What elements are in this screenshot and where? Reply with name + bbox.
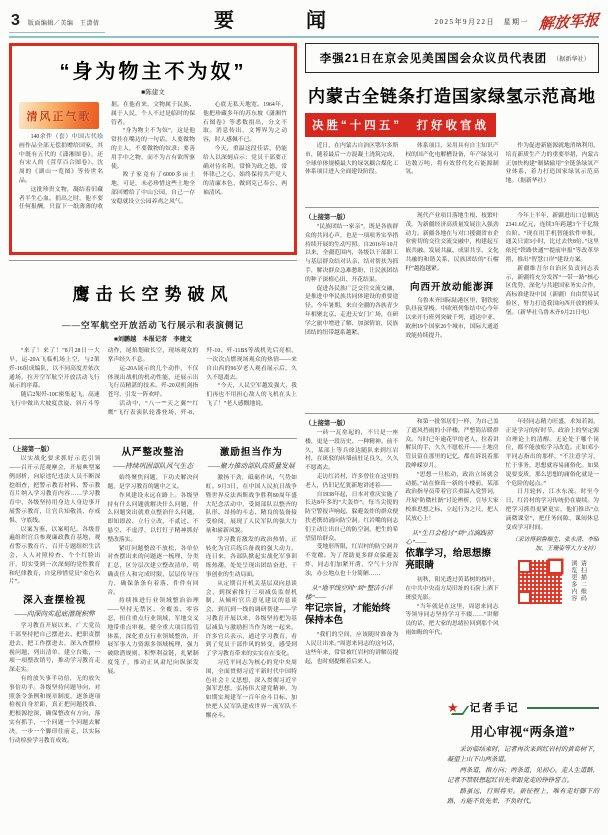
subhead-title: 牢记宗旨，才能始终保持本色: [305, 602, 391, 626]
hongyan-subhead-1: [305, 583, 398, 628]
reporter-notes-body: 采访临结束时，记者再次来到红岩村的黄葛树下，凝望上山下山两条道。 两条道，指方向；两条道，见初心。走人生道路，记者不禁联想起红岩先辈跟党走的铮铮誓言。 路虽远，行则将至。新征程上，唯有走好脚下的路，方能不负先辈、不负时代。: [447, 746, 599, 805]
education-col-2: [107, 444, 198, 835]
masthead-logo: 解放军报: [538, 10, 600, 34]
subhead-kicker: ——聚力推动部队高质量发展: [207, 463, 295, 471]
page-content: [9, 43, 599, 835]
featured-paragraphs: 140余件（套）中国古代绘画作品全部无偿捐赠给国家，其中既有五代的《潇湘图卷》，还有宋人的《萱草百合图卷》、沈周的《湖山一览图》等传世名品。 这批珍贵文物，凝结着旧藏者半生心血。捐出之时，他不要任何报酬，只留下一纸薄薄的收据。在他看来，文物属于民族、属于人民，个人不过是临时的保管者。 “身为物主不为奴”，这是他常挂在嘴边的一句话。人要做物的主人，不要做物的奴隶；要善用手中之物，而不为占有欲所驱使。 败子家竟有了6000多亩土地，可是，未必珍惜这些土地全部回赠给了中山公园，自己一存安稳就设立公园养鸡之风气。 心底无私天地宽。1964年，他把珍藏多年的苏东坡《潇湘竹石图卷》等悉数捐出，分文不取。消息传出，文博界为之动容，时人感佩不已。 今天，重温这段佳话，仍能给人以深刻启示：党员干部要正确对待名利，常修为政之德，常怀律己之心，始终保持共产党人的清廉本色，做到克己奉公、两袖清风。: [19, 102, 287, 211]
editor-credit: 版面编辑／美编 王潇倩: [27, 21, 100, 27]
hongyan-article: [305, 418, 599, 835]
education-subhead-2: [107, 444, 198, 470]
liqiang-source: （据新华社）: [552, 55, 590, 63]
qr-code: [518, 560, 562, 604]
page-number-block: [9, 12, 105, 33]
publication-date: 2025年9月22日 星期一: [434, 17, 529, 26]
education-col3-paras: 激扬干劲，砥砺作风，气势如虹。9月3日，在中国人民抗日战争暨世界反法西斯战争胜利80周年盛大纪念活动中，受阅部队以整齐的队形、昂扬的斗志、精良的装备接受检阅，展现了人民军队的强大力量和崭新风貌。 学习教育激发的政治热情，正转化为官兵练兵备战的强大动力。连日来，各部队掀起实战化军事训练热潮，处处呈现出团结奋进、干事创业的生动局面。 从定期召开机关基层双向恳谈会，到探索推行三项减负监督机制，从倾听官兵意见建议的恳谈会，到沉到一线的调研帮建——学习教育开展以来，各级坚持把为基层减负与激励担当作为统一起来，许多官兵表示，通过学习教育，看到了党员干部作风的转变，感受到了学习教育带来的实实在在变化。 习近平同志为核心的党中央周围，全面贯彻习近平新时代中国特色社会主义思想，深入贯彻习近平强军思想，弘扬伟大建党精神，为如期实现建军一百年奋斗目标、加快把人民军队建成世界一流军队不懈奋斗。: [205, 475, 297, 719]
continued-marker: （上接第一版）: [9, 446, 54, 454]
qr-caption-line1: 请扫描二维码: [579, 559, 586, 602]
header-right: [434, 11, 599, 33]
hongyan-col-1: [305, 418, 398, 835]
hydrogen-banner: 决胜“十四五” 打好收官战: [305, 113, 496, 137]
airshow-body: “来了！来了！”8月28日一大早，运-20A飞临机场上空，与2架歼-16组成编队，以不同高度差依次通场，拉开空军航空开放活动飞行展示的序幕。 随后2架歼-10C密集起飞，高速飞行中做出大坡度盘旋、斜斤斗等动作，尾焰划破长空，现场观众的掌声经久不息。 运-20A展示的几个动作，不仅体现出战机的机动性能，还展示出飞行员精湛的技术。歼-20双机剑指苍穹，引发一阵欢呼。 活动中，“八一”“天之翼”“红鹰”飞行表演队轮番登场，歼-8、歼-10、歼-11BS等战机先后亮相，一次次点燃现场观众的热情——来自山西的96岁老人观看展示后，久久不愿离去。 “今天，人民空军越发强大，我们再也不用担心敌人的飞机在头上飞了！”老人感慨地说。: [9, 348, 297, 416]
airshow-article: [9, 260, 297, 433]
hongyan-subhead-2: [405, 528, 498, 573]
featured-body: [19, 101, 287, 253]
xinjiang-subhead: [405, 279, 498, 293]
hongyan-col1-paras2: “我们的空间，应该随时准备为人民让出来。”周恩来同志的这句话，这些年来，常常被红岩村的讲解员提起，也时刻提醒着后来人。: [305, 632, 399, 665]
section-title: 要 闻: [213, 10, 352, 32]
subhead-kicker: ——向深向实起底潜规积弊: [14, 611, 95, 619]
right-column: [305, 43, 599, 835]
education-col2-paras: 始终聚焦问题，下功夫解决问题，是学习教育的题中之义。 作风建设永远在路上。各级坚持有什么问题就解决什么问题，什么问题突出就重点整治什么问题，即知即改、立行立改，不贰过、不悬空、不虚浮，以钉钉子精神抓好整改落实。 紧盯问题整改不放松，各单位对查摆出来的问题逐一梳理、分类汇总，区分层次建立整改清单，明确责任人和完成时限，层层传导压力，确保条条有着落、件件有回音。 持续推进行业领域整治治理——坚持无禁区、全覆盖、零容忍，扭住重点行业领域，军地交叉地带重点审视，健全重大项目监管体系，深化重点行业领域整治，开展军事人力资源多领域梳理，强力破除潜规则、积弊利益链，扎紧制度笼子，推动正风肃纪向纵深发展。: [107, 475, 199, 675]
left-column: [9, 43, 297, 835]
hongyan-col1-paras: 一砖一瓦垒起的，不只是一座楼，更是一段历史、一种精神。前不久，某部上等兵徐达随队来到红岩村，在斑驳的砖墙前驻足良久，久久不愿离去。 走访红岩村，许多曾住在这里的老人，仍旧记忆犹新地讲述着—— 自1938年起，日本对重庆实施了长达8年多的“大轰炸”。每当尖锐的防空警报声响起，躲避轰炸的群众便扶老携幼涌向防空洞。红岩嘴的同志们主动让出自己的防空洞，把生的希望留给群众。 受地形所限，红岩村的防空洞并不宽敞。为了帮助更多群众躲避轰炸，同志们加紧开凿，空气十分浑浊，办公地点也十分简陋……: [305, 430, 399, 577]
hongyan-col2-paras2: 初秋，阳光透过黄葛树的枝叶，在中共中央南方局旧址的石阶上洒下斑驳光影。 “当年就是在这里，周恩来同志等领导同志坚持学习不辍……”讲解员的话，把大家的思绪拉回到那个风雨如晦的年代。: [405, 577, 499, 637]
airshow-title: 鹰击长空势破风: [72, 285, 234, 305]
education-col1-paras2: 学习教育开展以来，广大党员干部坚持把自己摆进去、把职责摆进去、把工作摆进去，深入查摆检视问题，列出清单、建立台账，一项一项整改销号，推动学习教育走深走实。 有的放矢事半功倍，无的放矢事倍功半。各级坚持问题导向，对照条令条例和规章制度，逐条逐项检视自身差距，真正把问题找准、把根源挖深，确保整改有方向、落实有抓手，一个问题一个问题去解决，一步一个脚印往前走，以实际行动检验学习教育成效。: [9, 623, 101, 744]
continued-marker: （上接第一版）: [305, 420, 350, 427]
hongyan-col2-paras: 和第一批邻居们一样，为自己盖了遮风挡雨的小洋楼，严整简洁暖群众。当时已年逾花甲的老人，拉着讲解员的手，久久不愿松开——土地房管员留在那里的记忆，都在诉说着那段峥嵘岁月。 “思想一旦松动，政治立场就会动摇。”站在修葺一新的小楼前，某部政治指导员带着官兵重温入党誓词，开展“防微杜渐”讨论辨析，引导大家校准思想之标、立起行为之尺，把人民放心上！: [405, 419, 499, 522]
education-subhead-1: [9, 592, 100, 618]
airshow-subtitle: ——空军航空开放活动飞行展示和表演侧记: [61, 320, 245, 331]
continued-marker: （上接第一版）: [305, 214, 350, 221]
hydrogen-article: [305, 82, 599, 202]
liqiang-headline: 李强21日在京会见美国国会众议员代表团: [319, 53, 548, 65]
xinjiang-col1-paras: “民族团结一家亲”，既是各族群众的共同心声，也是一项项务实举措持续开展的生动写照。自2016年10月以来，全疆范围内，各级以干部职工与基层群众结对认亲、结对帮扶为抓手，解决群众急难愁盼，让民族团结的种子深植心田、开花结果。 促进各民族广泛交往交流交融，是推进中华民族共同体建设的重要途径。今年暑期，来自全疆的各族青少年相聚北京、走进天安门广场，在研学之旅中增进了解、加深情谊，民族团结的纽带越系越紧。: [305, 224, 399, 336]
education-col-1: [9, 444, 100, 835]
xinjiang-col-2: [405, 212, 498, 408]
page-number: 3: [11, 12, 20, 29]
subhead-title: 依靠学习，给思想擦亮眼睛: [405, 547, 491, 571]
qr-block: [506, 560, 599, 604]
education-article: [9, 438, 297, 835]
page-header: [9, 6, 599, 38]
subhead-kicker: ——持续巩固部队风气生态: [112, 463, 194, 471]
hongyan-col3-paras: 年轻同志精力旺盛，求知若渴，正是学习的好时节。政治上的坚定源自理论上的清醒。无论处于哪个岗位，都不能放松学习改造。正如邓小平同志指出的那样，“不注意学习，忙于事务，思想就容易庸俗化。如果说要变质，那么思想的庸俗化就是一个危险的起点。” 日月轮转，江水东流。时至今日，红岩村的学习传统仍在赓续。为把学习抓得更紧更实，他们推出“点滴微课堂”，把任务间隙、课间休息变成学习时间。: [505, 419, 599, 531]
education-col1-paras: 以实战化要求抓好示范引领——召开示范观摩会，开展典型案例剖析，向原违纪违法人员不断深挖细查，把警示教育材料、警示教育片纳入学习教育内容……学习教育中，各级坚持用身边人身边事开展警示教育，让官兵知敬畏、存戒惧、守底线。 以案为鉴、以案明纪。各级普遍组织官兵参观廉政教育基地，观看警示教育片，召开专题组织生活会，人人对照检查、个个红脸出汗，切实受到一次深刻的党性教育和纪律教育，自觉珍惜党员“金色名片”。: [9, 456, 101, 586]
reporter-notes-label: 记者手记: [469, 702, 520, 714]
acknowledgement: （采访得到鲁顺生、张永清、李昭加、王珊姿等大力支持）: [512, 537, 599, 553]
xinjiang-col3-paras: 今年上半年，新疆进出口总额达2341.6亿元，连续3年跨越3个千亿级台阶。“现在用手机智能软件申报，通关只需3小时，比过去快8倍。”这里依托“铁路快通”“提前申报”等改革举措，推出“智慧口岸”建设方案。 新疆维吾尔自治区负责同志表示，新疆将充分发挥“一带一路”核心区优势，深化与共建国家务实合作，高标准建设中国（新疆）自由贸易试验区，努力打造我国向西开放的桥头堡。（新华社乌鲁木齐9月21日电）: [505, 213, 599, 316]
featured-byline: ■陈建文: [141, 89, 165, 96]
subhead-kicker: 从“生日会检讨”到“点滴践初心”——: [405, 529, 493, 546]
column-badge: 清风正气歌: [19, 102, 99, 129]
featured-article: [9, 43, 297, 255]
qr-caption: [567, 560, 586, 604]
subhead-title: 深入查摆检视: [23, 595, 87, 607]
xinjiang-col-1: [305, 212, 398, 408]
liqiang-headline-box: [305, 43, 599, 73]
hydrogen-title: 内蒙古全链条打造国家绿氢示范高地: [308, 87, 596, 106]
reporter-notes: [439, 696, 599, 835]
subhead-title: 激励担当作为: [219, 447, 283, 459]
subhead-title: 从严整改整治: [121, 447, 185, 459]
divider: [305, 413, 599, 414]
xinjiang-col-3: [506, 212, 599, 408]
airshow-byline: ■刘鹏越 本报记者 李建文: [114, 336, 192, 344]
featured-title: “身为物主不为奴”: [59, 61, 247, 83]
green-rule: [527, 707, 599, 709]
education-subhead-3: [206, 444, 297, 470]
education-col-3: [206, 444, 297, 835]
xinjiang-col2-paras: 现代产业项目落地生根、枝繁叶茂，为新疆经济高质量发展注入强劲动力。新疆各地在与对口援疆省市企业密切的交往交流交融中，构建起互嵌共融、发展共赢、成果共享、文化共融的和谐关系，民族团结的“石榴籽”越抱越紧。: [405, 213, 499, 272]
divider: [305, 207, 599, 208]
reporter-notes-header: [447, 700, 599, 715]
xinjiang-article: [305, 212, 599, 408]
hydrogen-body: 近日，在内蒙古自治区鄂尔多斯市，随着最后一方混凝土浇筑完成，全球单体规模最大的绿氢耦合煤化工体系项目进入全面建设阶段。 体系项目，采用具有自主知识产权的国产化电解槽设备，年产绿氢可达数万吨，将有效替代化石能源制氢。 作为促进新能源就地消纳利用、培育新质生产力的重要举措，内蒙古正加快构建“制储输用”全链条绿氢产业体系，着力打造国家绿氢示范高地。（据新华社）: [305, 143, 599, 185]
star-icon: ★: [447, 700, 459, 715]
qr-caption-line2: 浏览更多内容: [569, 559, 576, 602]
subhead-title: 向西开放动能澎湃: [409, 281, 494, 293]
reporter-notes-title: 用心审视“两条道”: [470, 725, 576, 739]
subhead-kicker: 从“地平线空间”到“整洁小洋楼”——: [305, 584, 393, 601]
xinjiang-col2-paras2: 乌鲁木齐国际陆港区里，钢铁驼队昼夜穿梭。中欧班列集结中心今年以来开行班列突破千列，通达中亚、欧洲19个国家26个城市，国际大通道效能持续提升。: [405, 297, 499, 339]
